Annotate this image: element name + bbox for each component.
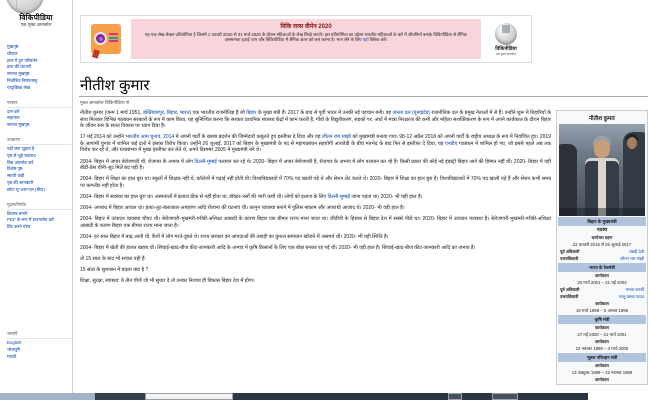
banner-title: विकि लव्स वीमेन 2020: [280, 24, 332, 30]
sidebar-link[interactable]: यादृच्छिक लेख: [7, 84, 31, 90]
sidebar-group-header: मुद्रण/निर्यात: [7, 202, 71, 210]
article-link[interactable]: भारतीय आम चुनाव, 2014: [125, 134, 175, 141]
article-text: शिक्षा, सुरक्षा, स्वास्थ्य: ये तीन चीजें जो भी सुधार दे तो उनका निश्चय ही विकास बिहार देश में होगा।: [80, 278, 255, 285]
infobox-field-label: कार्यकाल: [595, 324, 609, 330]
infobox-date-range: 16 मार्च 1998 – 5 अगस्त 1999: [575, 307, 629, 313]
infobox-label: पूर्व अधिकारी: [560, 248, 580, 254]
sidebar-group: [7, 100, 71, 129]
taskbar-segment[interactable]: [145, 393, 233, 400]
photo-detail: [627, 137, 637, 149]
wikipedia-globe-icon: [495, 23, 517, 45]
article-text: 2004- अपराध में बिहार अव्वल था। हत्या-लूट-बलात्कार-अपहरण आदि रोजाना की घटनाएं थीं। कानून व्यवस्था बनाने में पुलिस नाकाम और अपराधी आज़ाद थे। 2020- भी वही हाल है।: [80, 205, 405, 212]
article-link[interactable]: बख्तियारपुर: [143, 110, 164, 116]
sidebar-group: [7, 202, 71, 231]
article-text: 2004- बिहार में स्वास्थ्य का हाल बुरा था। अस्पतालों में इलाज ठीक से नहीं होता था, डॉक्टर-नर्सों की भारी कमी थी। लोगों को इलाज के लिए: [80, 193, 328, 200]
wikipedia-tagline: एक मुक्त ज्ञानकोश: [20, 22, 52, 27]
infobox-row: [558, 255, 646, 262]
sidebar-link[interactable]: पृष्ठ की जानकारी: [7, 179, 34, 185]
infobox-label: उत्तराधिकारी: [560, 293, 579, 299]
infobox-field-label: कार्यकाल: [595, 362, 609, 368]
article-link[interactable]: जीतन राम मांझी: [321, 134, 352, 141]
sidebar-group-header: परस्पर: [7, 100, 71, 108]
sidebar-link[interactable]: हाल में हुए परिवर्तन: [7, 57, 38, 63]
sidebar-link[interactable]: निर्वाचित विषयवस्तु: [7, 77, 38, 83]
article-text: 2004- बिहार में उत्पादन व्यवस्था चौपट थी। बेरोजगारी-भुखमरी-गरीबी-अशिक्षा आबादी के कारण बिहार एक बीमार राज्य माना जाता था। जीडीपी के हिसाब से बिहार देश में सबसे पीछे था। 2020- बिहार में उत्पादन व्यवस्था है। बेरोजगारी-भुखमरी-गरीबी-अशिक्षा आबादी के कारण बिहार एक बीमार राज्य माना जाता है।: [80, 216, 551, 229]
sidebar-link[interactable]: मुखपृष्ठ: [7, 44, 19, 49]
article-text: राजनीतिक दल के प्रमुख नेताओं में से हैं। उन्होंने शुरू में बिहारियों के साथ मिलकर विभिन्न गठबंधन सरकारों के रूप में काम किया, यह सुनिश्चित करना कि सरकार प्राथमिक स्वास्थ्य केंद्रों में काम करती है, गाँवों के विद्युतीकरण, सड़कों पर, अंधों में मात्रा निरक्षरता की कमी और महिला सशक्तिकरण के रूप में अपने कार्यकाल के दौरान बिहार के जीवन स्तर के सतत विकास पर ध्यान दिया है।: [80, 110, 551, 130]
infobox-date-range: 22 फ़रवरी 2015 से 26 जुलाई 2017: [572, 241, 632, 247]
infobox-label: उत्तराधिकारी: [560, 255, 579, 261]
article-text: ,: [176, 110, 180, 116]
infobox-field-label: कार्यकाल: [595, 272, 609, 278]
banner-text-after: क्लिक करें।: [368, 37, 388, 43]
infobox-field-label: कार्यकाल: [595, 338, 609, 344]
wikipedia-tagline: एक मुक्त ज्ञानकोश: [495, 51, 517, 56]
article-text: में अपनी पार्टी के खराब प्रदर्शन की जिम्मेदारी कबूलते हुए इस्तीफा दे दिया और वह: [174, 134, 322, 141]
nitish-kumar-photo[interactable]: [559, 124, 645, 216]
infobox-row: [558, 293, 646, 300]
article-link[interactable]: एनडीए: [445, 140, 458, 147]
taskbar-segment[interactable]: [518, 393, 588, 400]
site-subtitle: मुक्त ज्ञानकोश विकिपीडिया से: [80, 100, 130, 105]
article-text: जाना पड़ता था। 2020- भी यही हाल है।: [349, 193, 423, 200]
taskbar-segment[interactable]: [95, 393, 145, 400]
article-text: नीतीश कुमार: [80, 110, 104, 116]
photo-detail: [594, 140, 610, 158]
infobox-field-label: कार्यकाल: [595, 376, 609, 382]
infobox-row: [558, 286, 646, 293]
infobox-section-header: भारत के रेलमंत्री: [558, 263, 646, 272]
infobox-status: पदस्थ: [596, 228, 608, 233]
sidebar-link[interactable]: स्थायी कड़ी: [7, 173, 25, 179]
wikipedia-wordmark: विकिपीडिया: [495, 45, 517, 52]
sidebar-group: [7, 331, 71, 360]
infobox-field-label: कार्यभार ग्रहण: [591, 234, 613, 240]
title-divider: [79, 96, 648, 97]
sidebar-group-header: भाषाएँ: [7, 331, 71, 339]
sidebar: [0, 0, 72, 400]
taskbar-segment[interactable]: [462, 393, 492, 400]
article-text: -: [205, 158, 207, 165]
sidebar-link[interactable]: पृष्ठ से जुड़े बदलाव: [7, 152, 36, 158]
infobox-label: पूर्व अधिकारी: [560, 286, 580, 292]
article-text: तो 15 साल के बाद भी सवाल वही है:: [80, 256, 146, 262]
sidebar-link[interactable]: समाज मुखपृष्ठ: [7, 71, 30, 77]
infobox-row: [558, 248, 646, 255]
article-text: 17 मई 2014 को उन्होंने: [80, 134, 126, 141]
sidebar-group: [7, 137, 71, 194]
sidebar-link[interactable]: किताब बनाएँ: [7, 210, 28, 216]
article-text: 15 साल के सुशासन में बदला क्या है ?: [80, 267, 149, 274]
banner-body: [137, 32, 475, 43]
taskbar: [0, 393, 588, 400]
sidebar-link[interactable]: प्रिंट करने योग्य: [7, 224, 31, 230]
article-text: -: [338, 193, 340, 200]
article-link[interactable]: दिल्ली: [194, 158, 206, 165]
banner-text: यह एक लेख लेखन प्रतियोगिता है जिसमें 1 फरवरी 2020 से 31 मार्च 2020 के दौरान महिलाओं के लेख लिखे जाएंगे। इस प्रतियोगिता का उद्देश्य भारतीय महिलाओं के बारे में जीवनियाँ बनाके विकिपीडिया से लैंगिक असमानता हटाई जाए और विकिपीडिया में लैंगिक अंतर को कम करना है। भाग लेने के लिए: [145, 31, 467, 43]
sidebar-link[interactable]: विशेष पृष्ठ: [7, 166, 23, 172]
article-text: के मुख्य मंत्री हैं। 2017 के बाद से पूर्वी भारत में उनकी नई पहचान बनी। वह: [256, 110, 393, 116]
article-text: ,: [163, 110, 167, 116]
sidebar-link[interactable]: मराठी: [7, 353, 17, 359]
article-text: को मुख्यमंत्री बनाया गया। 98-12 अप्रैल 2018 को अपनी पार्टी के राष्ट्रीय अध्यक्ष के रूप में निर्वाचित हुए। 2019 के आगामी चुनाव में शामिल कई दलों ने इसका विरोध किया। उन्होंने 26 जुलाई, 2017 को बिहार के मुख्यमंत्री के पद से महागठबंधन सहयोगी आरजेडी के बीच मतभेद के बाद फिर से इस्तीफा दे दिया, यह: [80, 134, 551, 147]
sidebar-link[interactable]: सहायता: [7, 115, 20, 121]
infobox-date-range: 20 मार्च 2001 – 21 मई 2004: [577, 279, 627, 285]
article-link[interactable]: दिल्ली: [327, 193, 339, 200]
infobox-value-link[interactable]: लालू प्रसाद यादव: [618, 293, 644, 299]
infobox-value-link[interactable]: जीतन राम मांझी: [620, 255, 644, 261]
infobox-date-range: 13 अक्टूबर 1999 – 22 नवम्बर 1999: [571, 369, 633, 375]
infobox-value-link[interactable]: ममता बनर्जी: [625, 286, 644, 292]
banner-wikipedia-logo: [481, 16, 531, 62]
sidebar-link[interactable]: चित्र अपलोड करें: [7, 159, 34, 165]
photo-detail: [559, 144, 577, 216]
sidebar-link[interactable]: English: [7, 339, 22, 345]
sidebar-link[interactable]: दान करें: [7, 108, 20, 114]
article-text: गठबंधन में शामिल हो गए, जो इससे पहले अब तक विरोध कर रहे थे, और यथासंभव में मुख्य इस्तीफा कर लेते थे, अपने दिसम्बर 2005 में मुख्यमंत्री बने थे।: [80, 140, 552, 154]
sidebar-groups: [7, 44, 71, 368]
article-link[interactable]: भारत: [179, 110, 190, 116]
article-text: 2004- बिहार में खेती की हालत खराब थी। सिंचाई-खाद-बीज कीट-जानकारी आदि के अभाव में कृषि किसानों के लिए एक बोझ बनकर रह गई थी। 2020- भी वही हाल है। सिंचाई-खाद-बीज कीट-जानकारी आदि का अभाव है।: [80, 244, 476, 251]
sidebar-link[interactable]: PDF के रूप में डाउनलोड करें: [7, 217, 54, 223]
banner-message: [131, 19, 481, 59]
infobox: [556, 110, 648, 385]
article-link[interactable]: मुम्बई: [206, 158, 217, 165]
infobox-section-header: कृषि मंत्री: [558, 315, 646, 324]
content-area: [72, 0, 650, 400]
infobox-title: नीतीश कुमार: [589, 116, 615, 122]
article-text: 2004- हर साल बिहार में बाढ़ आती थी, कैंपों में लोग मरते-डूबते थे। राज्य सरकार इन आपदाओं की तबाही का कुशल समाधान खोजने में असमर्थ थी। 2020- भी वही स्थिति है।: [80, 233, 389, 240]
infobox-value-link[interactable]: राबड़ी देवी: [629, 248, 644, 254]
sidebar-link[interactable]: समाज मुखपृष्ठ: [7, 122, 30, 128]
article-body: [79, 110, 648, 382]
article-link[interactable]: जनता दल (यूनाइटेड): [392, 110, 430, 116]
infobox-field-label: कार्यकाल: [595, 300, 609, 306]
campaign-banner: [80, 15, 532, 63]
banner-participate-link[interactable]: यहाँ: [362, 37, 369, 43]
article-text: पलायन कर रहे थे। 2020- बिहार में अपार बेरोजगारी है, रोजगार के अभाव में लोग पलायन कर रहे हैं। किसी प्रकार की कोई नई इंडस्ट्री बिहार आने की हिम्मत नहीं थी। 2020- बिहार में वही बीड़ी-प्रेस चीनी-जूट मिलें बंद पड़ी हैं।: [80, 158, 551, 172]
taskbar-segment[interactable]: [0, 393, 95, 400]
taskbar-segment[interactable]: [448, 393, 462, 400]
article-link[interactable]: बिहार: [166, 110, 177, 116]
taskbar-segment[interactable]: [492, 393, 518, 400]
article-text: 2004- बिहार में अपार बेरोजगारी थी, रोजगार के अभाव में लोग: [80, 158, 195, 165]
sidebar-group: [7, 44, 71, 92]
article-link[interactable]: मुम्बई: [340, 193, 350, 200]
article-text: 2004- बिहार में शिक्षा का हाल बुरा था। स्कूलों में शिक्षक नहीं थे, कॉलेजों में पढ़ाई नहीं होती थी। विश्वविद्यालयों में 70% पद खाली पड़े थे और सेशन लेट चलते थे। 2020- बिहार में शिक्षा का हाल बुरा है। विश्वविद्यालयों में 70% पद खाली पड़े हैं और सेशन कभी समय पर कम्प्लीट नहीं होता है।: [80, 176, 551, 189]
sidebar-link[interactable]: हाल की घटनाएँ: [7, 64, 32, 70]
article-text: ) एक भारतीय राजनीतिज्ञ हैं जो: [189, 110, 247, 116]
infobox-section-header: बिहार के मुख्यमंत्री: [558, 217, 646, 226]
taskbar-segment[interactable]: [233, 393, 448, 400]
sidebar-link[interactable]: छोटा यू॰आर॰एल (बीटा): [7, 186, 45, 192]
sidebar-link[interactable]: यहाँ क्या जुड़ता है: [7, 145, 35, 151]
article-text: (जन्म 1 मार्च 1951,: [103, 110, 144, 116]
infobox-rows: [558, 217, 646, 383]
infobox-date-range: 22 नवम्बर 1999 – 3 मार्च 2000: [575, 345, 629, 351]
photo-detail: [559, 208, 645, 216]
sidebar-link[interactable]: भोजपुरी: [7, 346, 20, 352]
page-title: नीतीश कुमार: [80, 77, 150, 94]
wiki-loves-women-logo-icon: [81, 16, 131, 62]
infobox-date-range: 27 मई 2000 – 21 मार्च 2001: [577, 331, 627, 337]
infobox-section-header: भूतल परिवहन मंत्री: [558, 353, 646, 362]
sidebar-group-header: उपकरण: [7, 137, 71, 145]
sidebar-link[interactable]: चौपाल: [7, 50, 18, 56]
wikipedia-wordmark[interactable]: विकिपीडिया: [19, 13, 53, 22]
article-link[interactable]: बिहार: [246, 110, 257, 116]
wikipedia-globe-icon[interactable]: [6, 0, 44, 14]
